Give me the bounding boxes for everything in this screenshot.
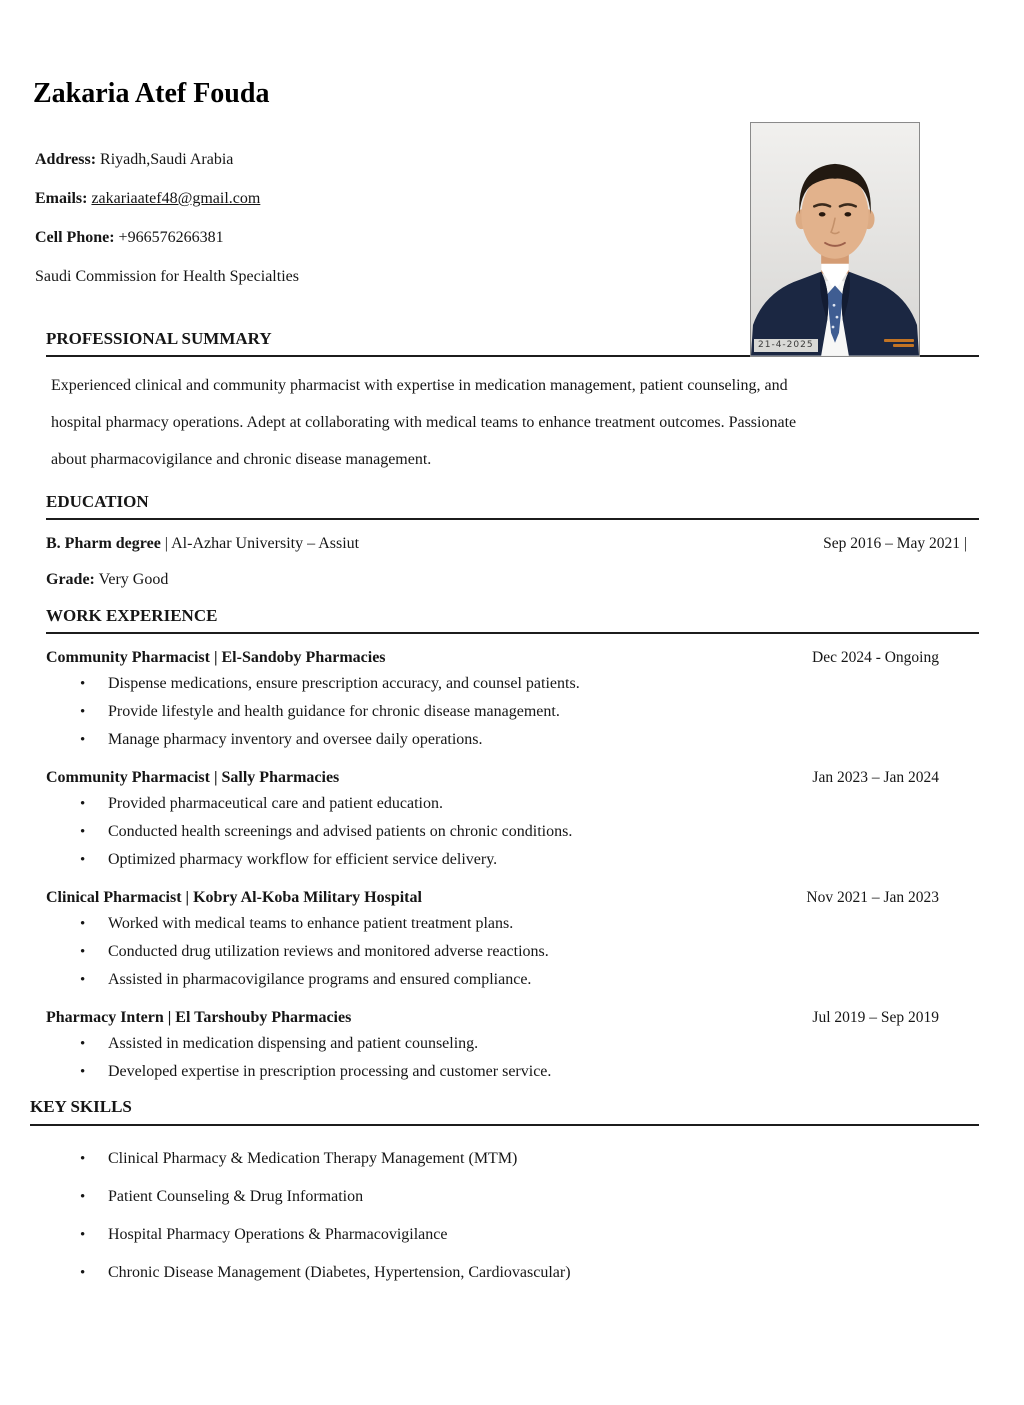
- skill-item: [30, 1140, 979, 1178]
- job-entry: [46, 647, 979, 754]
- affiliation-line: Saudi Commission for Health Specialties: [35, 268, 299, 285]
- job-header: [46, 887, 979, 908]
- summary-line: hospital pharmacy operations. Adept at collaborating with medical teams to enhance treatment outcomes. Passionate: [51, 414, 797, 431]
- section-title-summary: PROFESSIONAL SUMMARY: [46, 329, 272, 348]
- job-title: Community Pharmacist | El-Sandoby Pharmacies: [46, 649, 386, 666]
- job-title: Community Pharmacist | Sally Pharmacies: [46, 769, 340, 786]
- address-value: Riyadh,Saudi Arabia: [100, 151, 234, 168]
- address-label: Address:: [35, 151, 97, 168]
- summary-paragraph: [46, 367, 979, 478]
- section-title-work-experience: WORK EXPERIENCE: [46, 606, 218, 625]
- email-link[interactable]: zakariaatef48@gmail.com: [91, 190, 261, 207]
- section-header-divider: [30, 1097, 979, 1126]
- bullet-text: Assisted in medication dispensing and patient counseling.: [108, 1035, 479, 1052]
- bullet-text: Provided pharmaceutical care and patient education.: [108, 795, 443, 812]
- bullet-icon: •: [80, 1151, 86, 1167]
- person-portrait-illustration: [751, 123, 919, 356]
- bullet-icon: •: [80, 704, 86, 720]
- section-education: [46, 492, 979, 520]
- education-entry: [46, 533, 979, 554]
- bullet-text: Conducted health screenings and advised patients on chronic conditions.: [108, 823, 573, 840]
- job-bullet-list: [46, 670, 979, 754]
- job-dates: Dec 2024 - Ongoing: [812, 649, 939, 666]
- bullet-icon: •: [80, 852, 86, 868]
- job-dates: Nov 2021 – Jan 2023: [806, 889, 939, 906]
- skill-text: Clinical Pharmacy & Medication Therapy Management (MTM): [108, 1150, 518, 1167]
- job-title: Clinical Pharmacist | Kobry Al-Koba Military Hospital: [46, 889, 422, 906]
- job-bullet-list: [46, 910, 979, 994]
- section-title-key-skills: KEY SKILLS: [30, 1097, 132, 1116]
- bullet-text: Provide lifestyle and health guidance for chronic disease management.: [108, 703, 560, 720]
- section-work-experience: [46, 606, 979, 1086]
- bullet-icon: •: [80, 1189, 86, 1205]
- bullet-text: Dispense medications, ensure prescription accuracy, and counsel patients.: [108, 675, 580, 692]
- bullet-text: Conducted drug utilization reviews and monitored adverse reactions.: [108, 943, 549, 960]
- grade-label: Grade:: [46, 571, 95, 588]
- job-bullet: [46, 670, 979, 698]
- profile-photo: [750, 122, 920, 357]
- skill-item: [30, 1216, 979, 1254]
- job-bullet: [46, 1058, 979, 1086]
- phone-label: Cell Phone:: [35, 229, 115, 246]
- bullet-icon: •: [80, 1064, 86, 1080]
- job-bullet: [46, 698, 979, 726]
- skill-text: Chronic Disease Management (Diabetes, Hypertension, Cardiovascular): [108, 1264, 571, 1281]
- job-bullet: [46, 818, 979, 846]
- bullet-icon: •: [80, 944, 86, 960]
- education-grade-line: [46, 569, 979, 590]
- job-title: Pharmacy Intern | El Tarshouby Pharmacies: [46, 1009, 352, 1026]
- emails-label: Emails:: [35, 190, 88, 207]
- education-institution: | Al-Azhar University – Assiut: [164, 535, 360, 552]
- bullet-icon: •: [80, 732, 86, 748]
- bullet-icon: •: [80, 676, 86, 692]
- bullet-icon: •: [80, 972, 86, 988]
- bullet-icon: •: [80, 916, 86, 932]
- job-header: [46, 647, 979, 668]
- job-bullet: [46, 790, 979, 818]
- job-header: [46, 767, 979, 788]
- bullet-text: Optimized pharmacy workflow for efficient service delivery.: [108, 851, 498, 868]
- job-bullet: [46, 846, 979, 874]
- job-bullet-list: [46, 790, 979, 874]
- skill-item: [30, 1178, 979, 1216]
- bullet-icon: •: [80, 1036, 86, 1052]
- bullet-icon: •: [80, 824, 86, 840]
- summary-line: about pharmacovigilance and chronic disease management.: [51, 451, 432, 468]
- bullet-text: Assisted in pharmacovigilance programs and ensured compliance.: [108, 971, 532, 988]
- skill-item: [30, 1254, 979, 1292]
- job-dates: Jan 2023 – Jan 2024: [812, 769, 939, 786]
- job-entry: [46, 887, 979, 994]
- photo-studio-watermark: [884, 339, 914, 350]
- summary-line: Experienced clinical and community pharmacist with expertise in medication management, patient counseling, and: [51, 377, 788, 394]
- phone-value: +966576266381: [118, 229, 224, 246]
- section-title-education: EDUCATION: [46, 492, 149, 511]
- bullet-icon: •: [80, 796, 86, 812]
- bullet-icon: •: [80, 1227, 86, 1243]
- job-entry: [46, 1007, 979, 1086]
- education-dates: Sep 2016 – May 2021 |: [823, 535, 967, 552]
- job-bullet-list: [46, 1030, 979, 1086]
- job-bullet: [46, 726, 979, 754]
- job-header: [46, 1007, 979, 1028]
- job-bullet: [46, 938, 979, 966]
- grade-value: Very Good: [98, 571, 169, 588]
- job-bullet: [46, 1030, 979, 1058]
- skills-list: [30, 1140, 979, 1292]
- job-bullet: [46, 910, 979, 938]
- job-dates: Jul 2019 – Sep 2019: [812, 1009, 939, 1026]
- photo-date-stamp: 21-4-2025: [754, 339, 818, 352]
- skill-text: Hospital Pharmacy Operations & Pharmacovigilance: [108, 1226, 448, 1243]
- section-key-skills: [30, 1097, 979, 1292]
- education-degree: B. Pharm degree: [46, 535, 161, 552]
- bullet-text: Worked with medical teams to enhance patient treatment plans.: [108, 915, 514, 932]
- name-heading: Zakaria Atef Fouda: [33, 78, 270, 109]
- skill-text: Patient Counseling & Drug Information: [108, 1188, 364, 1205]
- bullet-text: Developed expertise in prescription processing and customer service.: [108, 1063, 552, 1080]
- bullet-text: Manage pharmacy inventory and oversee daily operations.: [108, 731, 483, 748]
- section-header-divider: [46, 606, 979, 634]
- bullet-icon: •: [80, 1265, 86, 1281]
- education-degree-line: [46, 533, 359, 554]
- job-bullet: [46, 966, 979, 994]
- section-header-divider: [46, 492, 979, 520]
- job-entry: [46, 767, 979, 874]
